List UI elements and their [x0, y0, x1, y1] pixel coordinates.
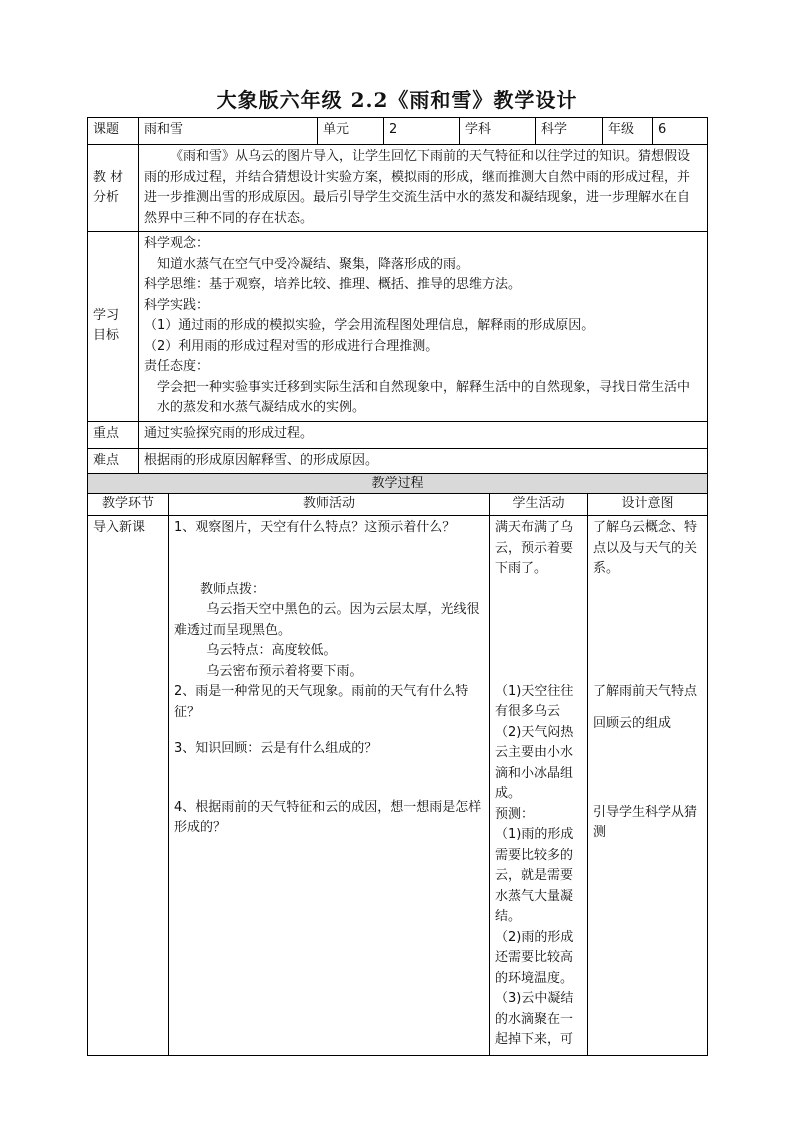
col-design: 设计意图 [588, 494, 708, 516]
design-note: 引导学生科学从猜测 [593, 804, 698, 840]
teacher-note: 乌云密布预示着将要下雨。 [206, 663, 363, 679]
student-answer: （3)云中凝结的水滴聚在一起掉下来，可 [495, 991, 574, 1047]
teacher-q2: 2、雨是一种常见的天气现象。雨前的天气有什么特征？ [174, 684, 469, 720]
difficulty-label: 难点 [88, 448, 139, 475]
grade-value: 6 [653, 118, 708, 145]
process-table [87, 473, 708, 1056]
goal-line: 科学思维：基于观察，培养比较、推理、概括、推导的思维方法。 [144, 277, 522, 292]
student-answer: （2)雨的形成还需要比较高的环境温度。 [495, 929, 574, 986]
design-note: 了解雨前天气特点 [593, 683, 698, 699]
student-answer: 云主要由小水滴和小冰晶组成。 [495, 745, 574, 801]
teacher-note: 乌云指天空中黑色的云。因为云层太厚，光线很难透过而呈现黑色。 [174, 602, 480, 638]
topic-label: 课题 [88, 118, 139, 145]
subject-label: 学科 [460, 118, 536, 145]
unit-value: 2 [384, 118, 460, 145]
student-answer: （1)雨的形成需要比较多的云，就是需要水蒸气大量凝结。 [495, 827, 574, 924]
student-cell [490, 516, 588, 1056]
col-student: 学生活动 [490, 494, 588, 516]
process-header: 教学过程 [88, 474, 708, 494]
goal-line: 科学实践： [144, 297, 210, 313]
goal-line: 知道水蒸气在空气中受冷凝结、聚集，降落形成的雨。 [157, 256, 470, 272]
student-answer: 满天布满了乌云，预示着要下雨了。 [495, 520, 574, 576]
key-text: 通过实验探究雨的形成过程。 [139, 421, 708, 448]
analysis-label: 教 材 分析 [88, 145, 139, 232]
teacher-cell [169, 516, 490, 1056]
difficulty-text: 根据雨的形成原因解释雪、的形成原因。 [139, 448, 708, 475]
teacher-q1: 1、观察图片，天空有什么特点？这预示着什么？ [174, 520, 456, 535]
goals-label: 学习 目标 [88, 232, 139, 422]
goals-text [139, 232, 708, 422]
teacher-q4: 4、根据雨前的天气特征和云的成因，想一想雨是怎样形成的？ [174, 799, 482, 835]
unit-label: 单元 [318, 118, 384, 145]
teacher-note-title: 教师点拨： [200, 581, 266, 597]
design-cell [588, 516, 708, 1056]
student-answer: 预测： [495, 806, 535, 822]
stage-cell: 导入新课 [88, 516, 169, 1056]
info-table [87, 117, 708, 476]
key-label: 重点 [88, 421, 139, 448]
goal-line: 学会把一种实验事实迁移到实际生活和自然现象中，解释生活中的自然现象，寻找日常生活中水的蒸发和水蒸气凝结成水的实例。 [157, 379, 691, 415]
goal-line: （2）利用雨的形成过程对雪的形成进行合理推测。 [144, 338, 439, 354]
design-note: 回顾云的组成 [593, 716, 672, 731]
goal-line: 责任态度： [144, 359, 210, 374]
analysis-text: 《雨和雪》从乌云的图片导入，让学生回忆下雨前的天气特征和以往学过的知识。猜想假设雨的形成过程，并结合猜想设计实验方案，模拟雨的形成，继而推测大自然中雨的形成过程，并进一步推测出雪的形成原因。最后引导学生交流生活中水的蒸发和凝结现象，进一步理解水在自然界中三种不同的存在状态。 [139, 145, 708, 232]
design-note: 了解乌云概念、特点以及与天气的关系。 [593, 520, 698, 576]
grade-label: 年级 [603, 118, 653, 145]
col-stage: 教学环节 [88, 494, 169, 516]
teacher-q3: 3、知识回顾：云是有什么组成的？ [174, 741, 378, 756]
student-answer: （2)天气闷热 [495, 724, 574, 740]
teacher-note: 乌云特点：高度较低。 [206, 643, 337, 658]
goal-line: （1）通过雨的形成的模拟实验，学会用流程图处理信息，解释雨的形成原因。 [144, 318, 595, 333]
page-title: 大象版六年级 2.2《雨和雪》教学设计 [216, 88, 578, 112]
student-answer: （1)天空往往有很多乌云 [495, 683, 574, 719]
topic-value: 雨和雪 [139, 118, 318, 145]
subject-value: 科学 [536, 118, 603, 145]
col-teacher: 教师活动 [169, 494, 490, 516]
goal-line: 科学观念： [144, 236, 210, 251]
